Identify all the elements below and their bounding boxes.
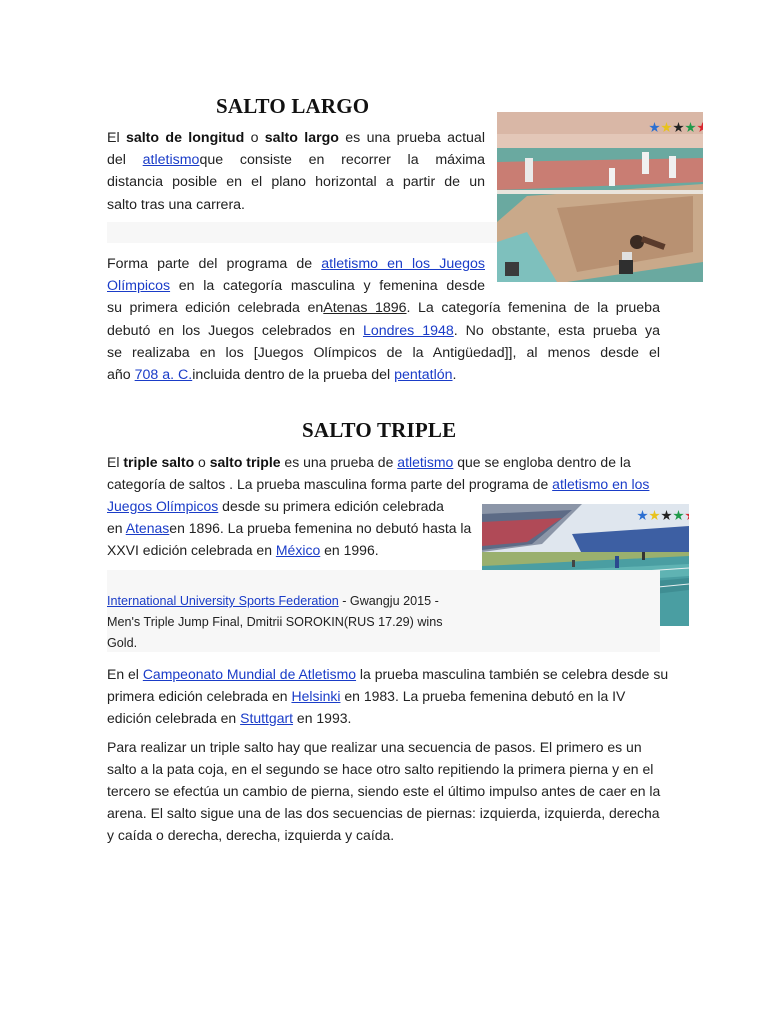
olympic-stars-logo-2 <box>637 510 689 521</box>
photo-caption: International University Sports Federation - Gwangju 2015 - Men's Triple Jump Final, Dmitrii SOROKIN(RUS 17.29) wins Gold. <box>107 594 443 650</box>
link-atenas[interactable]: Atenas <box>125 520 170 536</box>
bold-term-salto-triple: salto triple <box>209 454 281 470</box>
link-atletismo[interactable]: atletismo <box>142 152 200 169</box>
link-mexico[interactable]: México <box>275 542 321 558</box>
salto-triple-paragraph-2: En el Campeonato Mundial de Atletismo la prueba masculina también se celebra desde su primera edición celebrada en Helsinki en 1983. La prueba femenina debutó en la IV edición celebrada en Stuttgart en 1993. <box>107 666 669 726</box>
link-juegos-olimpicos[interactable]: Juegos Olímpicos <box>107 498 219 514</box>
bold-term-triple-salto: triple salto <box>123 454 195 470</box>
link-international-university-sports-federation[interactable]: International University Sports Federation <box>107 594 339 608</box>
link-708-ac[interactable]: 708 a. C. <box>134 367 193 384</box>
link-pentatlon[interactable]: pentatlón <box>394 367 453 384</box>
link-atletismo-2[interactable]: atletismo <box>397 454 454 470</box>
underlined-atenas-1896: Atenas 1896 <box>323 300 407 317</box>
salto-largo-paragraph-2: Forma parte del programa de atletismo en los Juegos Olímpicos en la categoría masculina y femenina desde su primera edición celebrada enAtenas 1896. La categoría femenina de la prueba debutó en los Juegos celebrados en Londres 1948. No obstante, esta prueba ya se realizaba en los [Juegos Olímpicos de la Antigüedad]], al menos desde el año 708 a. C.incluida dentro de la prueba del pentatlón. <box>107 256 660 384</box>
link-atletismo-en-los[interactable]: atletismo en los <box>552 476 650 492</box>
section-title-salto-largo: SALTO LARGO <box>216 94 370 118</box>
link-olimpicos[interactable]: Olímpicos <box>107 278 171 295</box>
link-campeonato-mundial[interactable]: Campeonato Mundial de Atletismo <box>142 666 357 682</box>
bold-term-salto-de-longitud: salto de longitud <box>125 130 245 146</box>
link-atletismo-juegos-olimpicos[interactable]: atletismo en los Juegos <box>321 256 485 272</box>
salto-largo-paragraph-1: El salto de longitud o salto largo es una prueba actual del atletismoque consiste en recorrer la máxima distancia posible en el plano horizontal a partir de un salto tras una carrera. <box>107 130 486 213</box>
bold-term-salto-largo: salto largo <box>264 130 339 146</box>
gray-band-1 <box>107 222 497 243</box>
link-londres-1948[interactable]: Londres 1948 <box>362 322 454 339</box>
link-stuttgart[interactable]: Stuttgart <box>240 710 294 726</box>
link-helsinki[interactable]: Helsinki <box>291 688 341 704</box>
salto-triple-paragraph-1: El triple salto o salto triple es una prueba de atletismo que se engloba dentro de la categoría de saltos . La prueba masculina forma parte del programa de atletismo en los Juegos Olímpicos desde su primera edición celebrada en Atenasen 1896. La prueba femenina no debutó hasta la XXVI edición celebrada en México en 1996. <box>107 454 650 558</box>
section-title-salto-triple: SALTO TRIPLE <box>302 418 457 442</box>
olympic-stars-logo <box>649 122 703 133</box>
salto-triple-paragraph-3: Para realizar un triple salto hay que realizar una secuencia de pasos. El primero es un salto a la pata coja, en el segundo se hace otro salto repitiendo la primera pierna y en el tercero se efectúa un cambio de pierna, siendo este el último impulso antes de caer en la arena. El salto sigue una de las dos secuencias de piernas: izquierda, izquierda, derecha y caída o derecha, derecha, izquierda y caída. <box>107 739 661 843</box>
